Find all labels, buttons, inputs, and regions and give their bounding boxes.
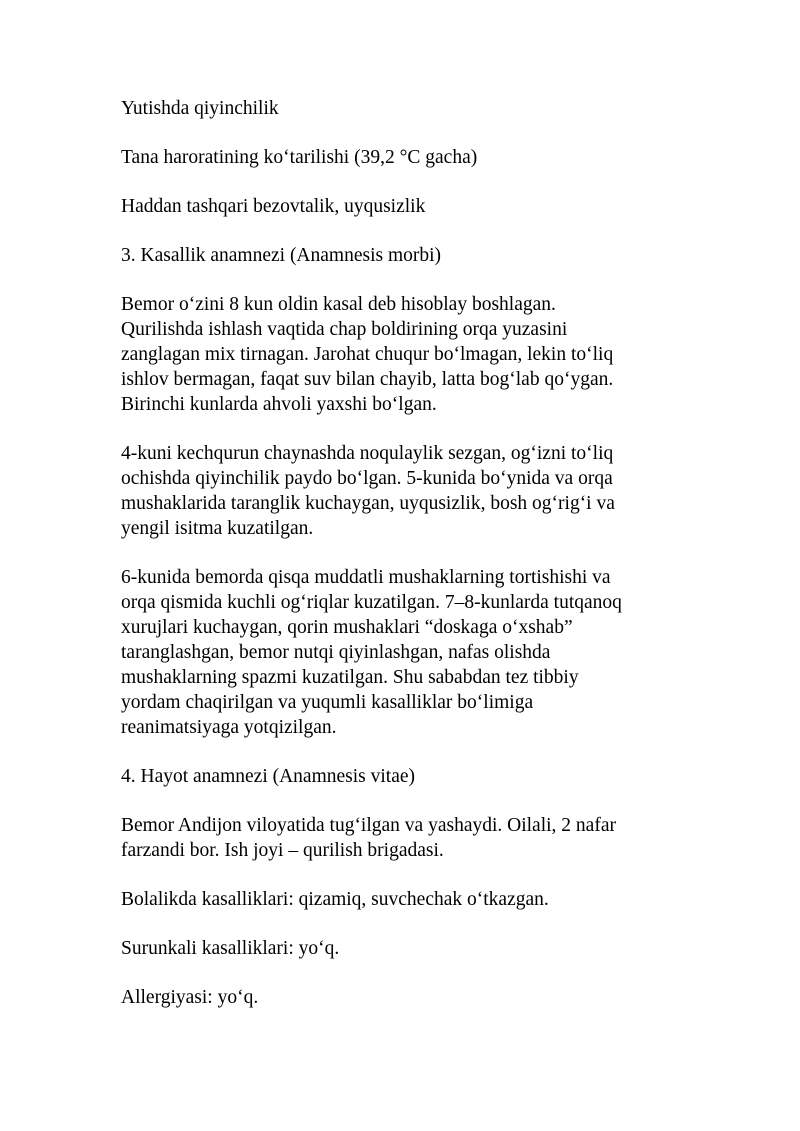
document-body [121,96,701,1034]
anamnesis-vitae-paragraph-1: Bemor Andijon viloyatida tug‘ilgan va yashaydi. Oilali, 2 nafar farzandi bor. Ish joyi – qurilish brigadasi. [121,815,616,861]
symptom-fever: Tana haroratining ko‘tarilishi (39,2 °C gacha) [121,147,478,168]
section-heading-anamnesis-vitae: 4. Hayot anamnezi (Anamnesis vitae) [121,766,416,787]
childhood-illnesses: Bolalikda kasalliklari: qizamiq, suvchechak o‘tkazgan. [121,889,549,910]
section-heading-anamnesis-morbi: 3. Kasallik anamnezi (Anamnesis morbi) [121,245,442,266]
anamnesis-morbi-paragraph-2: 4-kuni kechqurun chaynashda noqulaylik sezgan, og‘izni to‘liq ochishda qiyinchilik paydo bo‘lgan. 5-kunida bo‘ynida va orqa mushaklarida taranglik kuchaygan, uyqusizlik, bosh og‘rig‘i va yengil isitma kuzatilgan. [121,443,615,539]
chronic-illnesses: Surunkali kasalliklari: yo‘q. [121,938,340,959]
symptom-swallowing: Yutishda qiyinchilik [121,98,279,119]
anamnesis-morbi-paragraph-1: Bemor o‘zini 8 kun oldin kasal deb hisoblay boshlagan. Qurilishda ishlash vaqtida chap boldirining orqa yuzasini zanglagan mix tirnagan. Jarohat chuqur bo‘lmagan, lekin to‘liq ishlov bermagan, faqat suv bilan chayib, latta bog‘lab qo‘ygan. Birinchi kunlarda ahvoli yaxshi bo‘lgan. [121,294,614,415]
symptom-restlessness: Haddan tashqari bezovtalik, uyqusizlik [121,196,426,217]
anamnesis-morbi-paragraph-3: 6-kunida bemorda qisqa muddatli mushaklarning tortishishi va orqa qismida kuchli og‘riqlar kuzatilgan. 7–8-kunlarda tutqanoq xurujlari kuchaygan, qorin mushaklari “doskaga o‘xshab” taranglashgan, bemor nutqi qiyinlashgan, nafas olishda mushaklarning spazmi kuzatilgan. Shu sababdan tez tibbiy yordam chaqirilgan va yuqumli kasalliklar bo‘limiga reanimatsiyaga yotqizilgan. [121,567,622,738]
allergies: Allergiyasi: yo‘q. [121,987,259,1008]
